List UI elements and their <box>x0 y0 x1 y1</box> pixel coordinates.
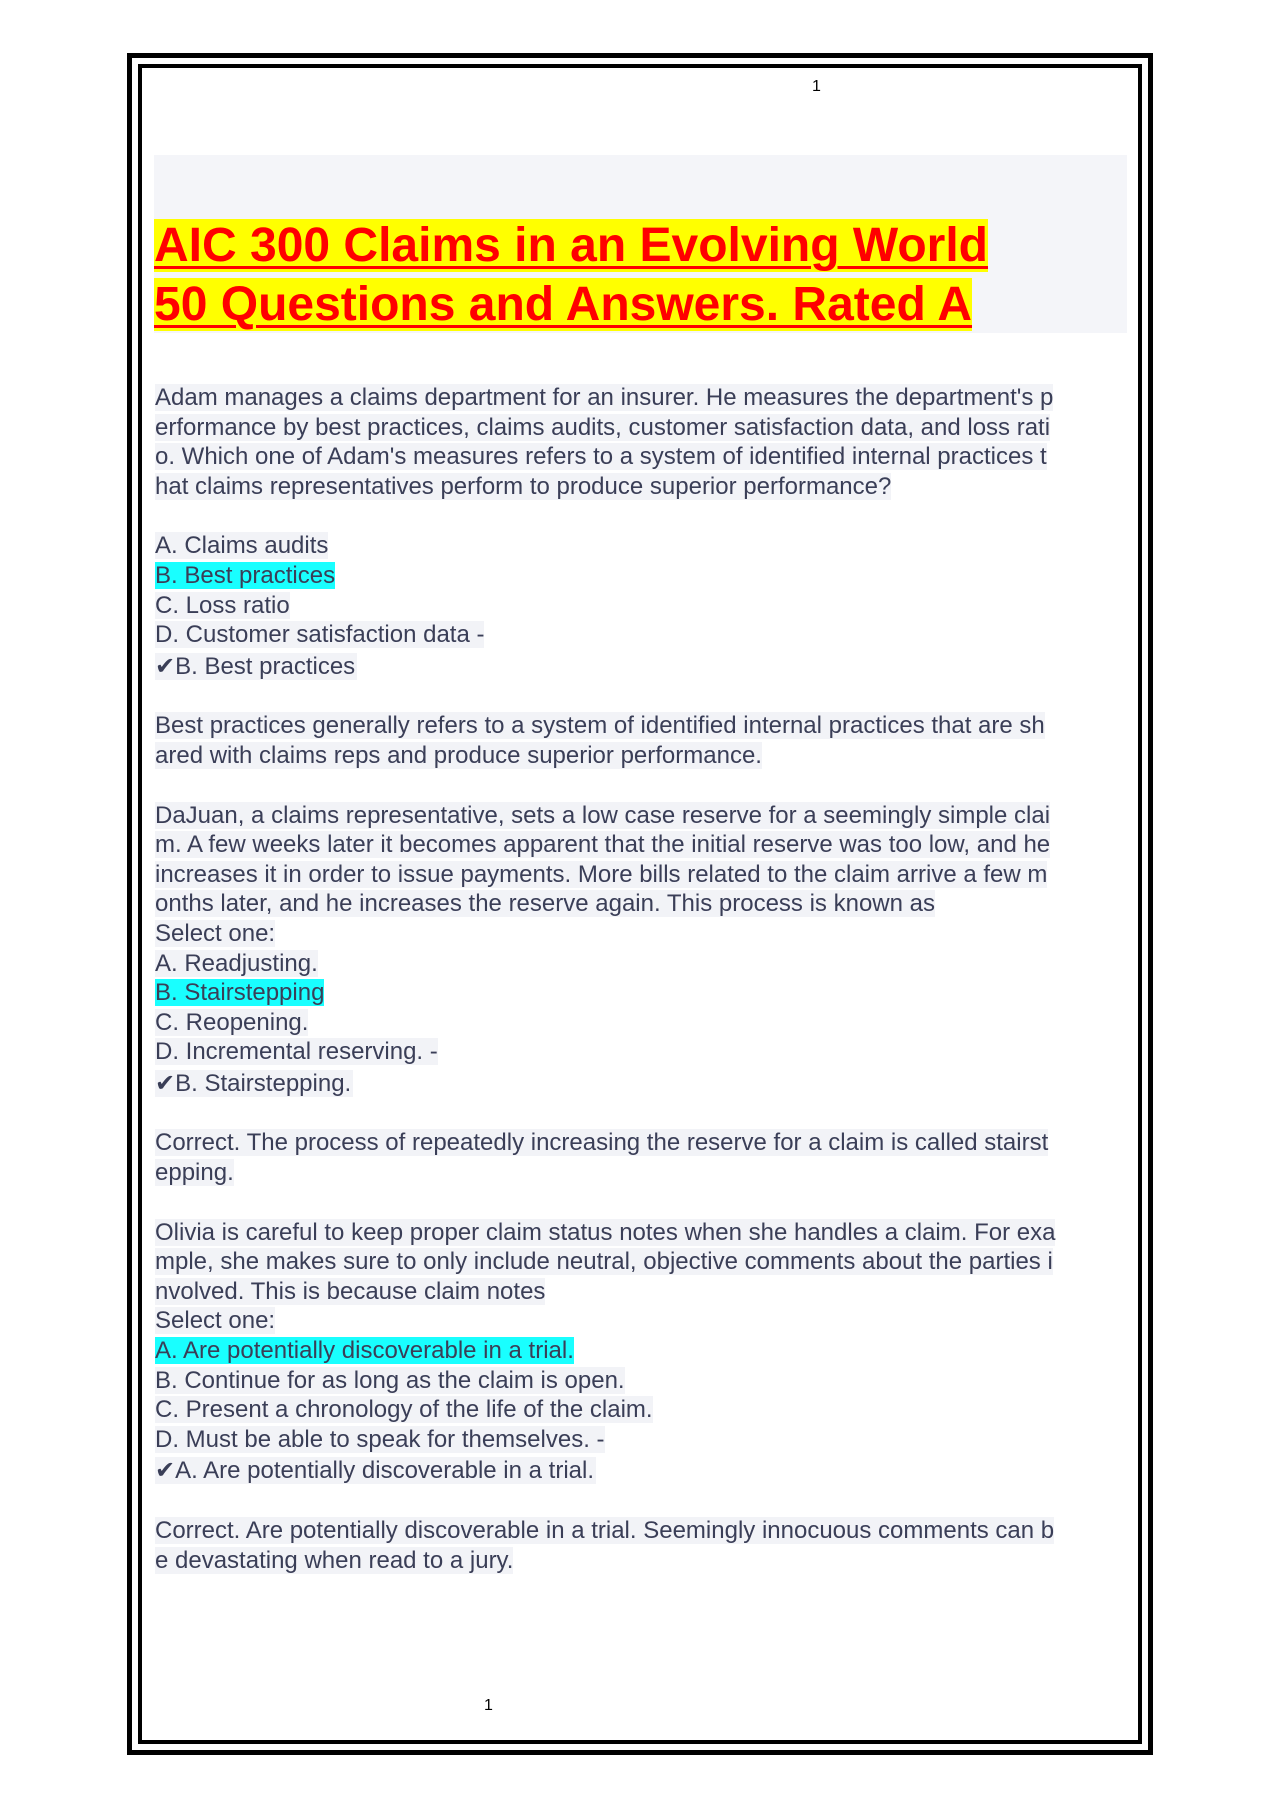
option-label: D. Customer satisfaction data - <box>155 621 485 649</box>
question-2 <box>155 801 1125 1188</box>
option-a <box>155 531 1125 561</box>
title-line-2: 50 Questions and Answers. Rated A <box>154 278 972 331</box>
question-line: Olivia is careful to keep proper claim status notes when she handles a claim. For exa <box>155 1218 1056 1246</box>
option-a <box>155 949 1125 979</box>
question-line: hat claims representatives perform to produce superior performance? <box>155 472 892 500</box>
option-label: A. Readjusting. <box>155 949 318 977</box>
explanation-line: ared with claims reps and produce superior performance. <box>155 741 762 769</box>
question-line: m. A few weeks later it becomes apparent that the initial reserve was too low, and he <box>155 831 1051 859</box>
select-one-label: Select one: <box>155 1307 276 1335</box>
explanation <box>155 711 1125 770</box>
question-line: erformance by best practices, claims audits, customer satisfaction data, and loss rati <box>155 413 1051 441</box>
title-line-1: AIC 300 Claims in an Evolving World <box>154 219 988 272</box>
option-b-highlighted <box>155 561 1125 591</box>
question-1 <box>155 383 1125 771</box>
explanation-line: Correct. The process of repeatedly increasing the reserve for a claim is called stairst <box>155 1129 1049 1157</box>
question-line: DaJuan, a claims representative, sets a low case reserve for a seemingly simple clai <box>155 801 1051 829</box>
question-text <box>155 1218 1125 1336</box>
explanation <box>155 1516 1125 1575</box>
question-text <box>155 801 1125 949</box>
option-label: C. Loss ratio <box>155 591 290 619</box>
document-title <box>154 216 1094 334</box>
option-d <box>155 1037 1125 1067</box>
option-a-highlighted <box>155 1336 1125 1366</box>
answer-line <box>155 652 1125 682</box>
option-label: B. Best practices <box>155 561 336 589</box>
page-number-top: 1 <box>812 78 821 95</box>
explanation <box>155 1128 1125 1187</box>
explanation-line: e devastating when read to a jury. <box>155 1546 514 1574</box>
option-label: D. Incremental reserving. - <box>155 1038 438 1066</box>
question-line: nvolved. This is because claim notes <box>155 1277 546 1305</box>
answer-text: ✔B. Stairstepping. <box>155 1069 352 1097</box>
option-label: C. Reopening. <box>155 1008 309 1036</box>
select-one-label: Select one: <box>155 919 276 947</box>
question-line: o. Which one of Adam's measures refers to a system of identified internal practices t <box>155 443 1047 471</box>
question-3 <box>155 1218 1125 1576</box>
page-number-bottom: 1 <box>484 1697 493 1714</box>
option-label: A. Claims audits <box>155 532 329 560</box>
option-label: A. Are potentially discoverable in a trial. <box>155 1337 574 1365</box>
option-d <box>155 620 1125 650</box>
answer-line <box>155 1456 1125 1486</box>
option-label: D. Must be able to speak for themselves. - <box>155 1425 605 1453</box>
option-c <box>155 1395 1125 1425</box>
explanation-line: Best practices generally refers to a system of identified internal practices that are sh <box>155 712 1045 740</box>
question-line: mple, she makes sure to only include neutral, objective comments about the parties i <box>155 1248 1053 1276</box>
option-d <box>155 1425 1125 1455</box>
question-line: Adam manages a claims department for an insurer. He measures the department's p <box>155 384 1054 411</box>
option-label: B. Stairstepping <box>155 979 325 1007</box>
question-line: increases it in order to issue payments. More bills related to the claim arrive a few m <box>155 860 1048 888</box>
option-label: C. Present a chronology of the life of the claim. <box>155 1396 653 1424</box>
question-text <box>155 383 1125 501</box>
answer-text: ✔B. Best practices <box>155 652 356 680</box>
option-c <box>155 591 1125 621</box>
option-b <box>155 1366 1125 1396</box>
answer-text: ✔A. Are potentially discoverable in a trial. <box>155 1457 594 1485</box>
option-label: B. Continue for as long as the claim is open. <box>155 1366 625 1394</box>
question-list <box>155 383 1125 1575</box>
answer-line <box>155 1069 1125 1099</box>
option-c <box>155 1008 1125 1038</box>
option-b-highlighted <box>155 978 1125 1008</box>
explanation-line: Correct. Are potentially discoverable in a trial. Seemingly innocuous comments can b <box>155 1517 1055 1544</box>
explanation-line: epping. <box>155 1159 234 1187</box>
question-line: onths later, and he increases the reserve again. This process is known as <box>155 890 935 918</box>
